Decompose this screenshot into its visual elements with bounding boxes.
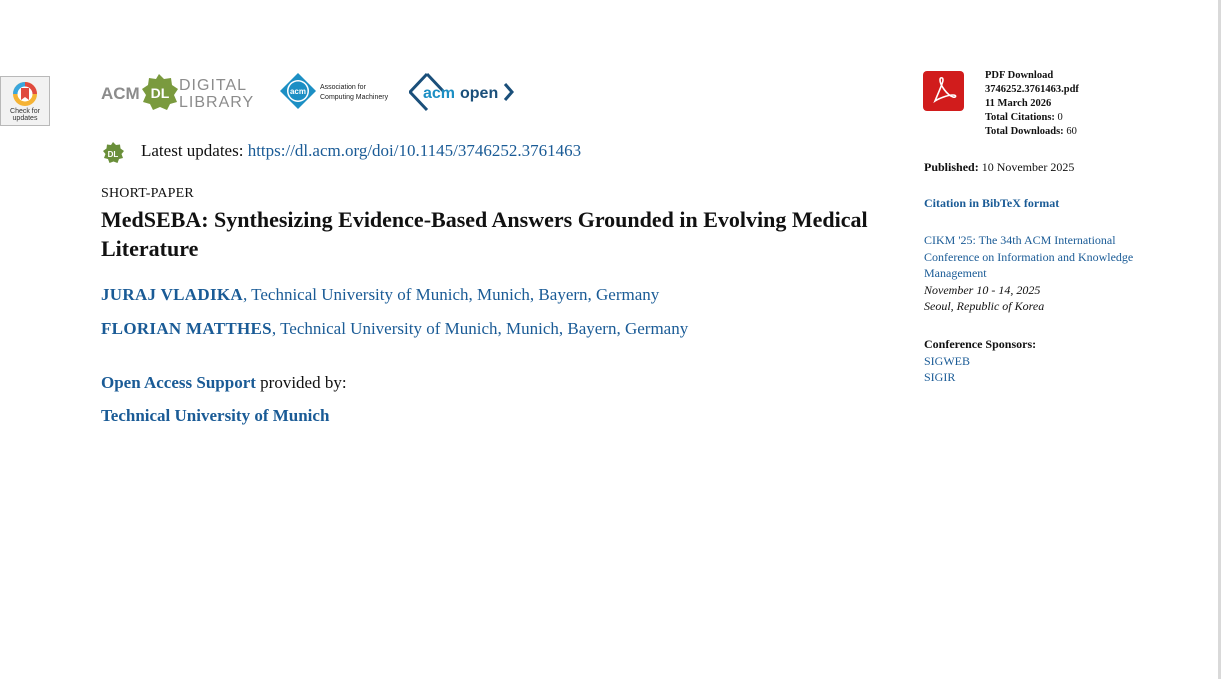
sponsor-sigweb-link[interactable]: SIGWEB (924, 353, 970, 368)
published-value: 10 November 2025 (981, 160, 1075, 174)
crossmark-icon (12, 80, 38, 108)
bibtex-citation-link[interactable]: Citation in BibTeX format (924, 196, 1060, 210)
pdf-file-name[interactable]: 3746252.3761463.pdf (985, 84, 1079, 95)
acm-dl-library-text: LIBRARY (179, 94, 255, 111)
pdf-download-info (985, 69, 1079, 139)
pdf-download-title[interactable]: PDF Download (985, 70, 1054, 81)
acm-association-logo[interactable] (279, 72, 391, 112)
conference-sponsors (924, 336, 1036, 386)
paper-title: MedSEBA: Synthesizing Evidence-Based Answers Grounded in Evolving Medical Literature (101, 207, 868, 261)
author-2 (101, 319, 688, 339)
open-access-line (101, 373, 347, 393)
conference-location: Seoul, Republic of Korea (924, 299, 1045, 313)
acm-assoc-line1: Association for (320, 84, 366, 91)
doi-link[interactable]: https://dl.acm.org/doi/10.1145/3746252.3761463 (247, 141, 582, 160)
pdf-download-icon[interactable] (923, 71, 964, 111)
pdf-date: 11 March 2026 (985, 98, 1052, 109)
acm-dl-badge-text: DL (150, 85, 170, 101)
acm-digital-library-logo[interactable] (101, 72, 261, 112)
published-date (924, 159, 1074, 176)
author-2-name[interactable]: FLORIAN MATTHES (101, 319, 272, 338)
dl-badge-text: DL (107, 150, 119, 159)
total-downloads-value: 60 (1066, 126, 1077, 137)
acm-open-open-text: open (460, 85, 499, 102)
crossmark-line2: updates (12, 115, 38, 122)
open-access-support-link[interactable]: Open Access Support (101, 373, 256, 392)
author-1-affiliation[interactable]: , Technical University of Munich, Munich, Bayern, Germany (242, 285, 660, 304)
paper-type: SHORT-PAPER (101, 186, 194, 201)
acm-open-acm-text: acm (423, 85, 456, 102)
published-label: Published: (924, 160, 982, 174)
total-citations-value: 0 (1057, 112, 1063, 123)
author-1-name[interactable]: JURAJ VLADIKA (101, 285, 243, 304)
conference-dates: November 10 - 14, 2025 (924, 282, 1041, 297)
latest-updates-label: Latest updates: (141, 141, 248, 160)
conference-info (924, 232, 1164, 315)
open-access-suffix: provided by: (255, 373, 347, 392)
total-downloads-label: Total Downloads: (985, 126, 1067, 137)
open-access-institution-link[interactable]: Technical University of Munich (101, 406, 330, 425)
acm-dl-acm-text: ACM (101, 84, 140, 103)
latest-updates-text (141, 140, 581, 162)
sponsors-heading: Conference Sponsors: (924, 337, 1037, 351)
check-for-updates-badge[interactable] (0, 76, 50, 126)
author-1 (101, 285, 659, 305)
sponsor-sigir-link[interactable]: SIGIR (924, 370, 956, 384)
crossmark-line1: Check for (10, 108, 40, 115)
dl-badge-icon (102, 142, 124, 164)
author-2-affiliation[interactable]: , Technical University of Munich, Munich, Bayern, Germany (271, 319, 689, 338)
acm-dl-digital-text: DIGITAL (179, 77, 248, 94)
conference-name-link[interactable]: CIKM '25: The 34th ACM International Conference on Information and Knowledge Management (924, 233, 1134, 280)
total-citations-label: Total Citations: (985, 112, 1058, 123)
acm-open-logo[interactable] (409, 72, 517, 112)
total-citations (985, 111, 1079, 125)
acm-assoc-line2: Computing Machinery (320, 94, 389, 101)
total-downloads (985, 125, 1079, 139)
acm-assoc-mark: acm (289, 87, 307, 96)
